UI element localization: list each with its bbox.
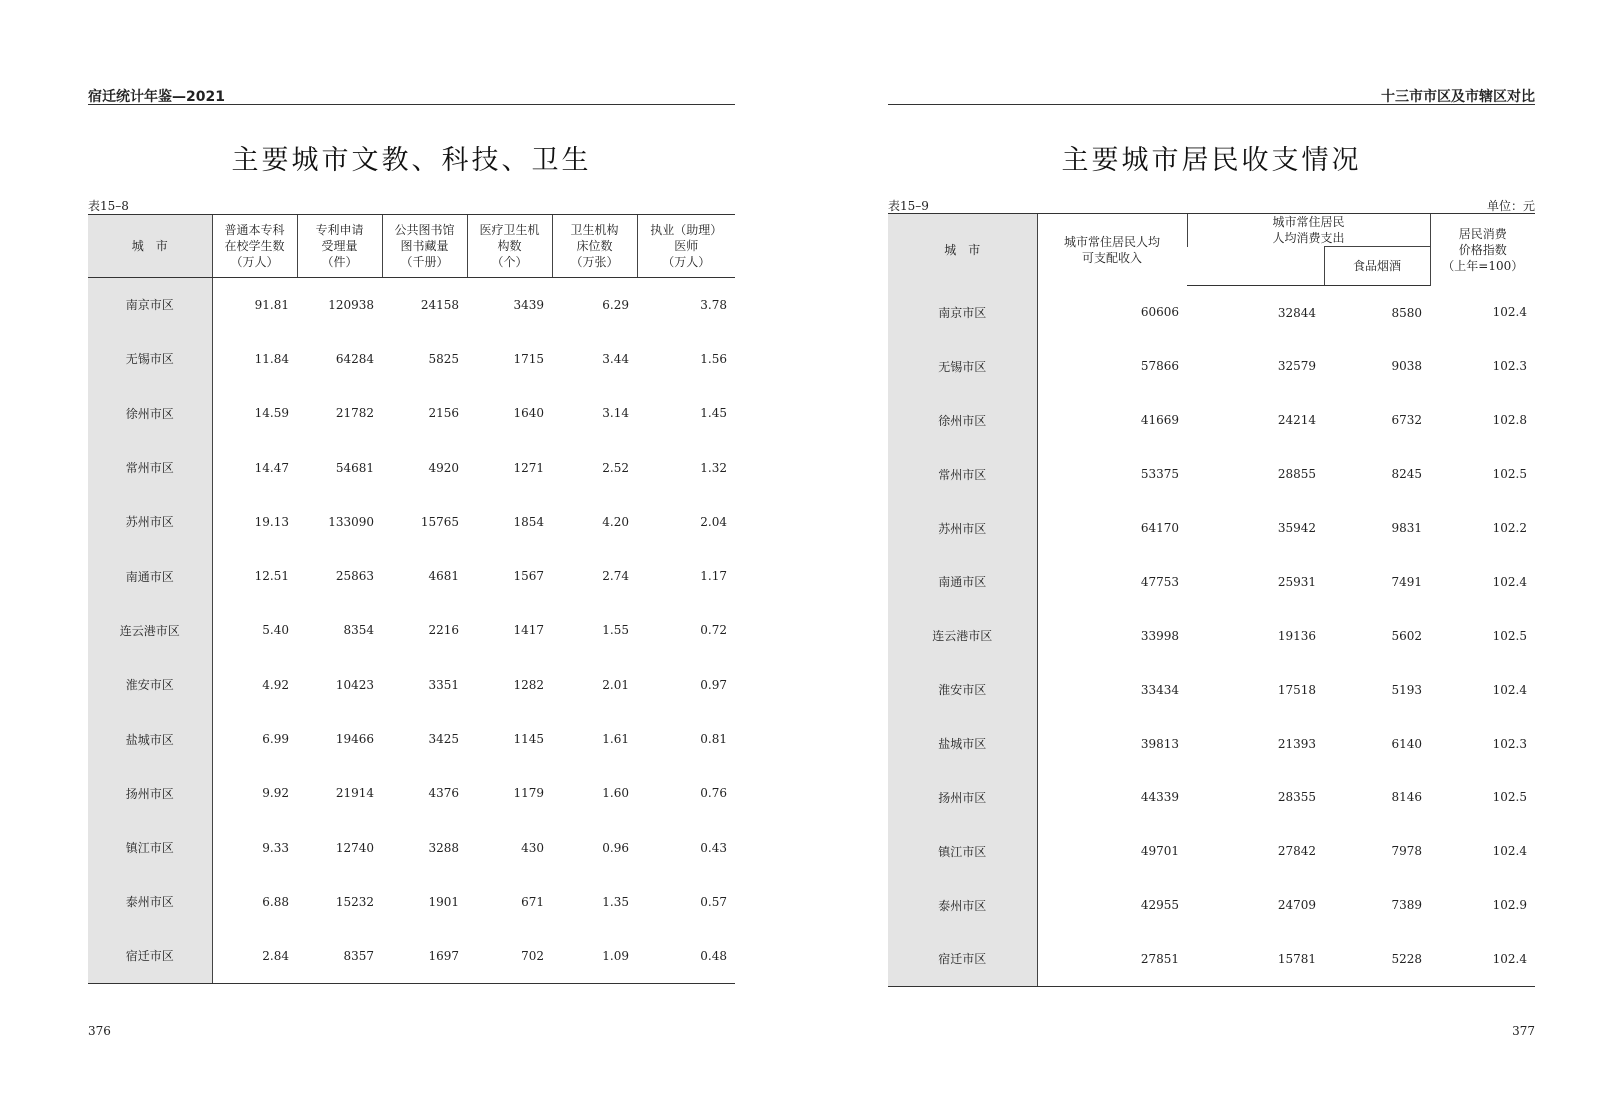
table-number: 表15–9 <box>888 199 929 213</box>
hospital-beds-cell: 3.14 <box>602 406 629 421</box>
students-cell: 6.88 <box>262 894 289 909</box>
table-row <box>88 603 735 657</box>
physicians-cell: 0.43 <box>700 840 727 855</box>
unit-label: 单位：元 <box>1486 199 1535 213</box>
food-tobacco-cell: 5193 <box>1391 682 1423 697</box>
food-tobacco-cell: 6140 <box>1391 736 1423 751</box>
income-expenditure-table <box>888 213 1535 987</box>
table-row <box>88 875 735 929</box>
city-cell: 南通市区 <box>888 555 1037 609</box>
city-cell: 镇江市区 <box>88 820 212 874</box>
city-cell: 泰州市区 <box>88 875 212 929</box>
food-tobacco-cell: 7978 <box>1391 844 1423 859</box>
food-tobacco-cell: 8146 <box>1391 790 1423 805</box>
library-books-cell: 3288 <box>428 840 459 855</box>
library-books-cell: 3351 <box>428 677 459 692</box>
patents-cell: 64284 <box>335 351 374 366</box>
library-books-cell: 1697 <box>382 929 467 983</box>
physicians-cell: 1.32 <box>700 460 727 475</box>
medical-institutions-cell: 1179 <box>513 786 544 801</box>
patents-cell: 15232 <box>335 894 374 909</box>
city-cell: 淮安市区 <box>88 658 212 712</box>
consumption-expenditure-cell: 27842 <box>1277 844 1316 859</box>
students-cell: 14.59 <box>254 406 289 421</box>
food-tobacco-cell: 8245 <box>1391 467 1423 482</box>
hospital-beds-cell: 2.01 <box>602 677 629 692</box>
city-cell: 无锡市区 <box>88 332 212 386</box>
column-header-food-tobacco: 食品烟酒 <box>1324 247 1430 286</box>
table-row <box>88 278 735 332</box>
food-tobacco-cell: 8580 <box>1391 305 1423 320</box>
table-row <box>888 555 1535 609</box>
library-books-cell: 15765 <box>420 514 459 529</box>
patents-cell: 21914 <box>335 786 374 801</box>
table-header-row <box>888 214 1535 247</box>
students-cell: 4.92 <box>262 677 289 692</box>
medical-institutions-cell: 1282 <box>513 677 544 692</box>
city-cell: 淮安市区 <box>888 663 1037 717</box>
column-header-physicians: 执业（助理） 医师 （万人） <box>637 215 735 278</box>
consumption-expenditure-cell: 32844 <box>1277 305 1316 320</box>
physicians-cell: 0.57 <box>700 894 727 909</box>
medical-institutions-cell: 1854 <box>513 514 544 529</box>
library-books-cell: 2216 <box>428 623 459 638</box>
table-row <box>888 717 1535 771</box>
students-cell: 11.84 <box>254 351 289 366</box>
disposable-income-cell: 33998 <box>1140 628 1179 643</box>
city-cell: 常州市区 <box>88 440 212 494</box>
left-page <box>88 0 735 1099</box>
column-header-hospital-beds: 卫生机构 床位数 （万张） <box>552 215 637 278</box>
table-row <box>88 495 735 549</box>
medical-institutions-cell: 1145 <box>513 732 544 747</box>
column-header-city: 城 市 <box>888 214 1037 286</box>
table-row <box>888 609 1535 663</box>
table-row <box>888 501 1535 555</box>
cpi-cell: 102.4 <box>1430 932 1535 986</box>
food-tobacco-cell: 7389 <box>1391 898 1423 913</box>
students-cell: 2.84 <box>212 929 297 983</box>
patents-cell: 19466 <box>335 732 374 747</box>
physicians-cell: 0.48 <box>637 929 735 983</box>
culture-education-health-table <box>88 214 735 984</box>
patents-cell: 8354 <box>343 623 374 638</box>
disposable-income-cell: 44339 <box>1140 790 1179 805</box>
column-header-consumption-expenditure: 城市常住居民 人均消费支出 <box>1187 214 1430 247</box>
table-row <box>88 332 735 386</box>
consumption-expenditure-cell: 17518 <box>1277 682 1316 697</box>
library-books-cell: 4376 <box>428 786 459 801</box>
consumption-expenditure-cell: 15781 <box>1187 932 1324 986</box>
page-number: 376 <box>88 1024 111 1038</box>
consumption-expenditure-cell: 24214 <box>1277 413 1316 428</box>
table-row <box>888 663 1535 717</box>
city-cell: 宿迁市区 <box>888 932 1037 986</box>
hospital-beds-cell: 3.44 <box>602 351 629 366</box>
food-tobacco-cell: 7491 <box>1391 574 1423 589</box>
library-books-cell: 1901 <box>428 894 459 909</box>
students-cell: 91.81 <box>254 297 289 312</box>
disposable-income-cell: 47753 <box>1140 574 1179 589</box>
column-header-disposable-income: 城市常住居民人均 可支配收入 <box>1037 214 1187 286</box>
city-cell: 苏州市区 <box>88 495 212 549</box>
hospital-beds-cell: 2.52 <box>602 460 629 475</box>
consumption-expenditure-cell: 32579 <box>1277 359 1316 374</box>
page-number: 377 <box>1512 1024 1535 1038</box>
city-cell: 无锡市区 <box>888 339 1037 393</box>
cpi-cell: 102.2 <box>1492 521 1528 535</box>
right-page <box>888 0 1535 1099</box>
cpi-cell: 102.4 <box>1492 682 1528 697</box>
running-header: 宿迁统计年鉴—2021 <box>88 89 225 105</box>
library-books-cell: 2156 <box>428 406 459 421</box>
patents-cell: 12740 <box>335 840 374 855</box>
food-tobacco-cell: 5602 <box>1391 628 1423 643</box>
patents-cell: 54681 <box>335 460 374 475</box>
hospital-beds-cell: 6.29 <box>602 297 629 312</box>
students-cell: 6.99 <box>262 732 289 747</box>
column-header-city: 城 市 <box>88 215 212 278</box>
disposable-income-cell: 53375 <box>1140 467 1179 482</box>
medical-institutions-cell: 1640 <box>513 406 544 421</box>
table-row <box>888 878 1535 932</box>
disposable-income-cell: 60606 <box>1140 305 1179 320</box>
city-cell: 徐州市区 <box>88 386 212 440</box>
physicians-cell: 0.72 <box>700 623 727 638</box>
table-row <box>88 820 735 874</box>
medical-institutions-cell: 1715 <box>513 351 544 366</box>
cpi-cell: 102.3 <box>1492 736 1528 751</box>
cpi-cell: 102.4 <box>1492 574 1528 589</box>
table-title: 主要城市居民收支情况 <box>1061 145 1362 176</box>
medical-institutions-cell: 1271 <box>513 460 544 475</box>
cpi-cell: 102.5 <box>1492 628 1528 643</box>
cpi-cell: 102.4 <box>1492 844 1528 859</box>
physicians-cell: 0.76 <box>700 786 727 801</box>
medical-institutions-cell: 430 <box>521 840 544 855</box>
disposable-income-cell: 64170 <box>1140 521 1179 535</box>
table-row <box>888 932 1535 986</box>
table-row <box>88 386 735 440</box>
city-cell: 徐州市区 <box>888 393 1037 447</box>
header-rule <box>88 104 735 105</box>
students-cell: 9.33 <box>262 840 289 855</box>
city-cell: 泰州市区 <box>888 878 1037 932</box>
patents-cell: 8357 <box>297 929 382 983</box>
disposable-income-cell: 49701 <box>1140 844 1179 859</box>
medical-institutions-cell: 1567 <box>513 569 544 584</box>
library-books-cell: 24158 <box>420 297 459 312</box>
city-cell: 盐城市区 <box>88 712 212 766</box>
table-title: 主要城市文教、科技、卫生 <box>231 145 592 176</box>
city-cell: 常州市区 <box>888 447 1037 501</box>
consumption-expenditure-cell: 21393 <box>1277 736 1316 751</box>
hospital-beds-cell: 1.09 <box>552 929 637 983</box>
patents-cell: 120938 <box>328 297 374 312</box>
food-tobacco-cell: 5228 <box>1324 932 1430 986</box>
consumption-expenditure-cell: 35942 <box>1277 521 1316 535</box>
column-header-patents: 专利申请 受理量 （件） <box>297 215 382 278</box>
consumption-expenditure-cell: 19136 <box>1277 628 1316 643</box>
header-rule <box>888 104 1535 105</box>
city-cell: 南京市区 <box>88 278 212 332</box>
consumption-expenditure-cell: 28355 <box>1277 790 1316 805</box>
disposable-income-cell: 42955 <box>1140 898 1179 913</box>
city-cell: 南通市区 <box>88 549 212 603</box>
city-cell: 盐城市区 <box>888 717 1037 771</box>
hospital-beds-cell: 4.20 <box>602 514 629 529</box>
table-header-row <box>88 215 735 278</box>
table-row <box>88 929 735 983</box>
disposable-income-cell: 39813 <box>1140 736 1179 751</box>
library-books-cell: 4681 <box>428 569 459 584</box>
students-cell: 12.51 <box>254 569 289 584</box>
medical-institutions-cell: 3439 <box>513 297 544 312</box>
city-cell: 南京市区 <box>888 286 1037 340</box>
running-header: 十三市市区及市辖区对比 <box>1381 89 1535 105</box>
city-cell: 扬州市区 <box>888 771 1037 825</box>
patents-cell: 21782 <box>335 406 374 421</box>
city-cell: 镇江市区 <box>888 824 1037 878</box>
table-row <box>888 286 1535 340</box>
city-cell: 扬州市区 <box>88 766 212 820</box>
library-books-cell: 4920 <box>428 460 459 475</box>
table-row <box>888 339 1535 393</box>
students-cell: 19.13 <box>254 514 289 529</box>
food-tobacco-cell: 9831 <box>1391 521 1423 535</box>
table-row <box>88 766 735 820</box>
table-row <box>888 393 1535 447</box>
cpi-cell: 102.4 <box>1492 305 1528 320</box>
table-number: 表15–8 <box>88 199 129 213</box>
cpi-cell: 102.3 <box>1492 359 1528 374</box>
students-cell: 14.47 <box>254 460 289 475</box>
hospital-beds-cell: 1.35 <box>602 894 629 909</box>
medical-institutions-cell: 702 <box>467 929 552 983</box>
cpi-cell: 102.8 <box>1492 413 1528 428</box>
patents-cell: 25863 <box>335 569 374 584</box>
cpi-cell: 102.5 <box>1492 790 1528 805</box>
city-cell: 连云港市区 <box>88 603 212 657</box>
city-cell: 宿迁市区 <box>88 929 212 983</box>
hospital-beds-cell: 1.61 <box>602 732 629 747</box>
physicians-cell: 0.81 <box>700 732 727 747</box>
column-header-medical-institutions: 医疗卫生机 构数 （个） <box>467 215 552 278</box>
table-row <box>888 447 1535 501</box>
table-row <box>88 440 735 494</box>
column-header-cpi: 居民消费 价格指数 （上年=100） <box>1430 214 1535 286</box>
library-books-cell: 5825 <box>428 351 459 366</box>
table-row <box>88 712 735 766</box>
disposable-income-cell: 27851 <box>1037 932 1187 986</box>
consumption-expenditure-cell: 25931 <box>1277 574 1316 589</box>
cpi-cell: 102.5 <box>1492 467 1528 482</box>
column-header-library-books: 公共图书馆 图书藏量 （千册） <box>382 215 467 278</box>
city-cell: 连云港市区 <box>888 609 1037 663</box>
disposable-income-cell: 33434 <box>1140 682 1179 697</box>
table-row <box>88 658 735 712</box>
table-row <box>888 771 1535 825</box>
consumption-expenditure-cell: 24709 <box>1277 898 1316 913</box>
students-cell: 5.40 <box>262 623 289 638</box>
library-books-cell: 3425 <box>428 732 459 747</box>
patents-cell: 133090 <box>328 514 374 529</box>
food-tobacco-cell: 6732 <box>1391 413 1423 428</box>
physicians-cell: 2.04 <box>700 514 727 529</box>
disposable-income-cell: 41669 <box>1140 413 1179 428</box>
cpi-cell: 102.9 <box>1492 898 1528 913</box>
physicians-cell: 1.17 <box>700 569 727 584</box>
food-tobacco-cell: 9038 <box>1391 359 1423 374</box>
table-row <box>88 549 735 603</box>
hospital-beds-cell: 1.55 <box>602 623 629 638</box>
table-row <box>888 824 1535 878</box>
physicians-cell: 1.56 <box>700 351 727 366</box>
physicians-cell: 0.97 <box>700 677 727 692</box>
medical-institutions-cell: 1417 <box>513 623 544 638</box>
city-cell: 苏州市区 <box>888 501 1037 555</box>
disposable-income-cell: 57866 <box>1140 359 1179 374</box>
column-header-students: 普通本专科 在校学生数 （万人） <box>212 215 297 278</box>
physicians-cell: 1.45 <box>700 406 727 421</box>
hospital-beds-cell: 2.74 <box>602 569 629 584</box>
consumption-expenditure-cell: 28855 <box>1277 467 1316 482</box>
medical-institutions-cell: 671 <box>521 894 544 909</box>
hospital-beds-cell: 1.60 <box>602 786 629 801</box>
physicians-cell: 3.78 <box>700 297 727 312</box>
patents-cell: 10423 <box>335 677 374 692</box>
hospital-beds-cell: 0.96 <box>602 840 629 855</box>
students-cell: 9.92 <box>262 786 289 801</box>
